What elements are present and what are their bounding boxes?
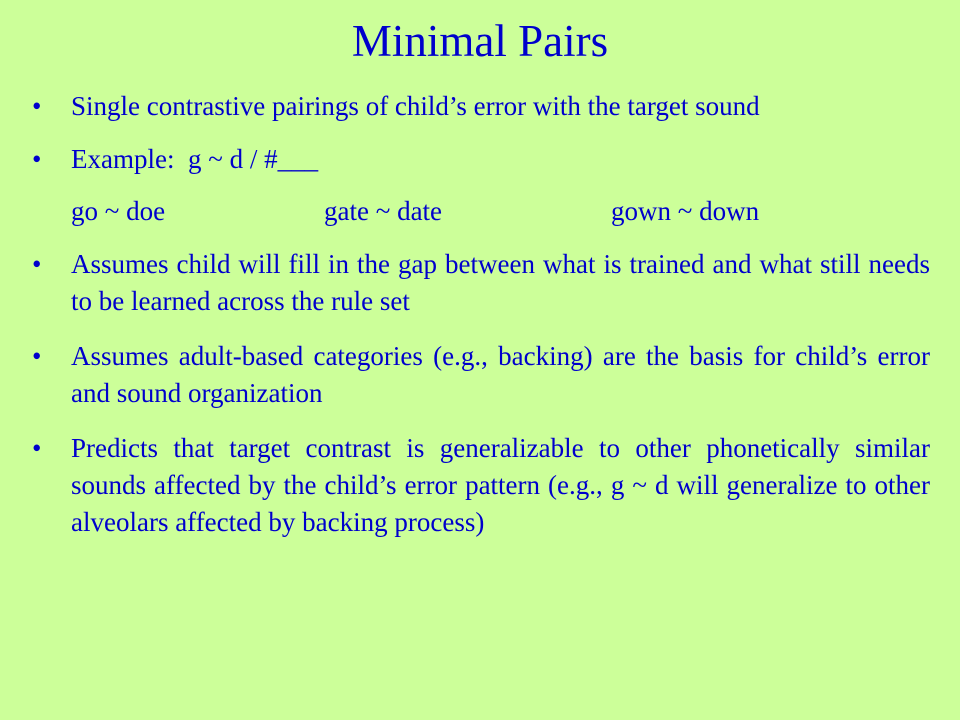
bullet-text: Single contrastive pairings of child’s error with the target sound (71, 91, 760, 121)
bullet-item (30, 88, 930, 125)
bullet-text: Assumes child will fill in the gap between what is trained and what still needs to be learned across the rule set (71, 249, 930, 316)
bullet-dot: • (32, 144, 42, 174)
bullet-text: Example: g ~ d / #___ (71, 144, 319, 174)
bullet-item (30, 141, 930, 178)
example-pair: go ~ doe (71, 196, 166, 226)
bullet-dot: • (32, 341, 42, 371)
example-pair: gown ~ down (611, 196, 760, 226)
bullet-dot: • (32, 433, 42, 463)
bullet-list (30, 88, 930, 541)
bullet-text: Assumes adult-based categories (e.g., backing) are the basis for child’s error and sound organization (71, 341, 930, 408)
bullet-dot: • (32, 249, 42, 279)
example-pair: gate ~ date (324, 196, 443, 226)
slide-title: Minimal Pairs (351, 16, 609, 66)
bullet-item (30, 430, 930, 541)
example-pairs (30, 193, 930, 230)
bullet-text: Predicts that target contrast is generalizable to other phonetically similar sounds affected by the child’s error pattern (e.g., g ~ d will generalize to other alveolars affected by backing process) (71, 433, 930, 537)
bullet-item (30, 246, 930, 320)
bullet-item (30, 338, 930, 412)
bullet-dot: • (32, 91, 42, 121)
